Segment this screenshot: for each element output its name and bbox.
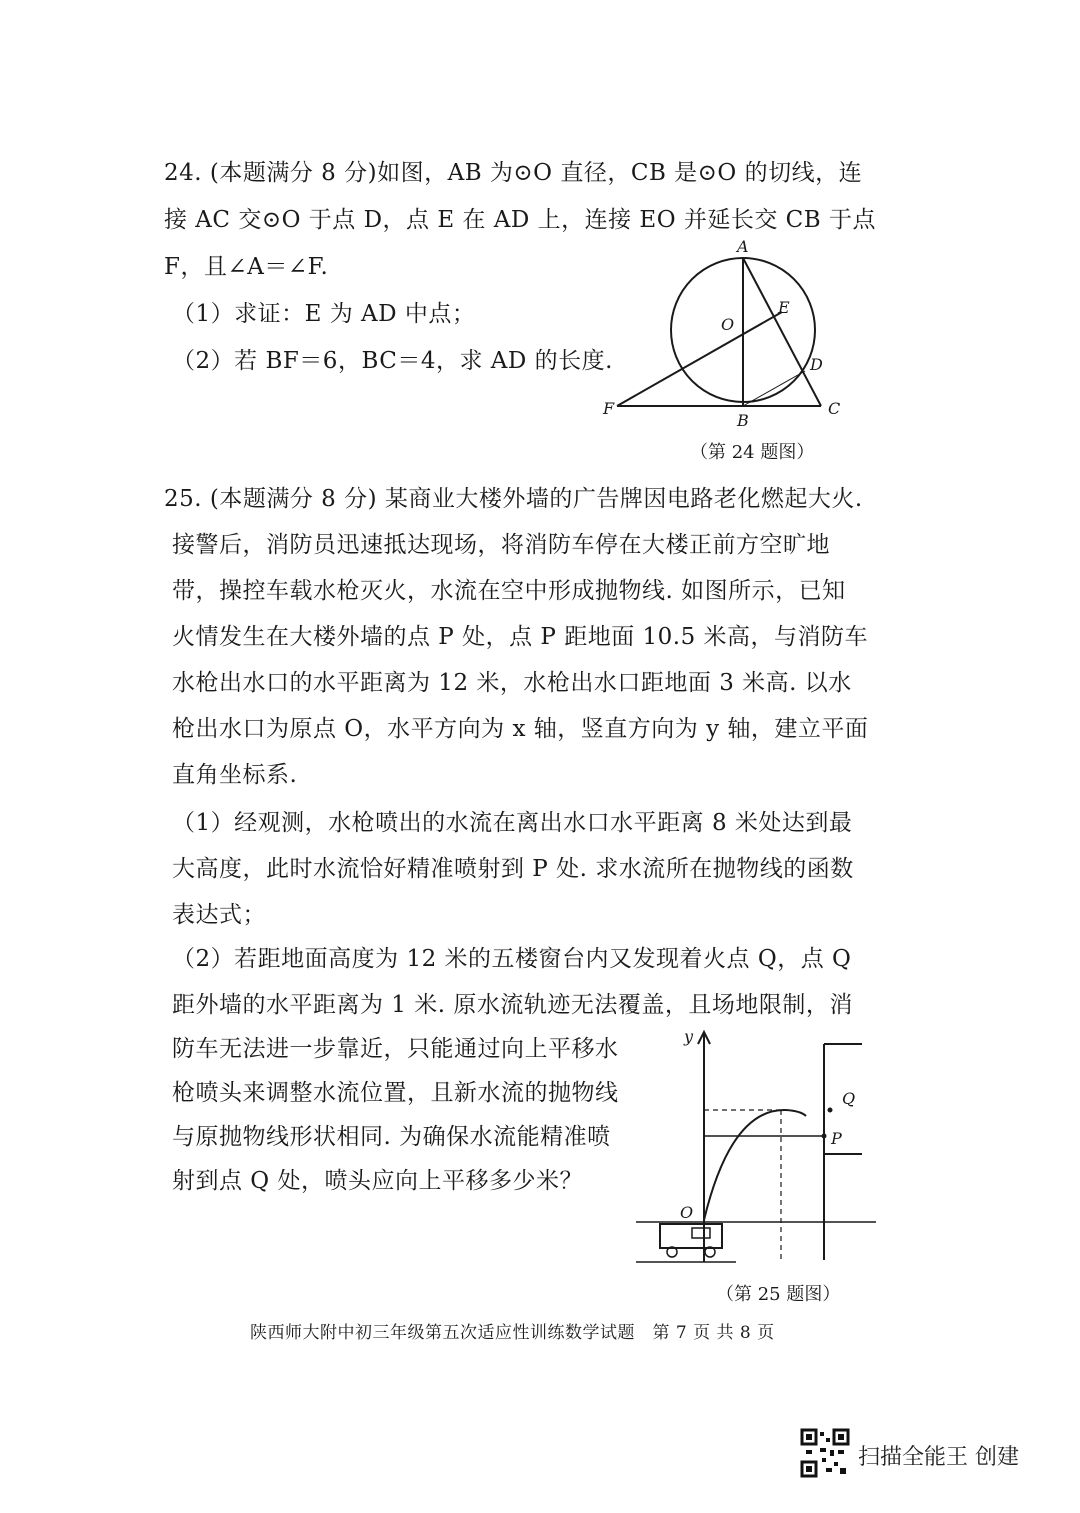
q25-part2-line-5: 与原抛物线形状相同. 为确保水流能精准喷: [172, 1124, 611, 1150]
q25-part2-line-4: 枪喷头来调整水流位置，且新水流的抛物线: [172, 1080, 619, 1106]
line-bd: [743, 371, 805, 406]
q25-line-2: 接警后，消防员迅速抵达现场，将消防车停在大楼正前方空旷地: [172, 532, 830, 558]
page-footer: 陕西师大附中初三年级第五次适应性训练数学试题 第 7 页 共 8 页: [250, 1323, 775, 1343]
q24-line-2: 接 AC 交⊙O 于点 D，点 E 在 AD 上，连接 EO 并延长交 CB 于点: [164, 207, 876, 233]
q25-part1-line-3: 表达式；: [172, 902, 266, 928]
q25-line-6: 枪出水口为原点 O，水平方向为 x 轴，竖直方向为 y 轴，建立平面: [172, 716, 869, 742]
q25-part1-line-2: 大高度，此时水流恰好精准喷射到 P 处. 求水流所在抛物线的函数: [172, 856, 854, 882]
fire-truck-body: [660, 1224, 722, 1248]
label-o: O: [721, 315, 735, 334]
q25-part2-line-3: 防车无法进一步靠近，只能通过向上平移水: [172, 1036, 619, 1062]
q24-line-3: F，且∠A＝∠F.: [164, 254, 329, 280]
label-p: P: [831, 1129, 842, 1148]
q25-figure-caption: （第 25 题图）: [716, 1284, 841, 1305]
q25-line-5: 水枪出水口的水平距离为 12 米，水枪出水口距地面 3 米高. 以水: [172, 670, 852, 696]
q24-figure: [595, 230, 865, 430]
label-o: O: [680, 1203, 694, 1222]
q25-figure: [636, 1022, 880, 1274]
q25-part2-line-6: 射到点 Q 处，喷头应向上平移多少米？: [172, 1168, 583, 1194]
q24-part-1: （1）求证：E 为 AD 中点；: [172, 301, 476, 327]
label-q: Q: [842, 1089, 856, 1108]
watermark-text: 扫描全能王 创建: [858, 1445, 1019, 1470]
q24-line-1: 24. (本题满分 8 分)如图，AB 为⊙O 直径，CB 是⊙O 的切线，连: [164, 160, 863, 186]
label-f: F: [603, 399, 615, 418]
qr-code-icon: [800, 1428, 850, 1478]
point-q: [828, 1108, 833, 1113]
q25-part2-line-1: （2）若距地面高度为 12 米的五楼窗台内又发现着火点 Q，点 Q: [172, 946, 852, 972]
label-e: E: [778, 298, 790, 317]
q25-line-4: 火情发生在大楼外墙的点 P 处，点 P 距地面 10.5 米高，与消防车: [172, 624, 869, 650]
q24-part-2: （2）若 BF＝6，BC＝4，求 AD 的长度.: [172, 348, 613, 374]
fire-truck-cab: [692, 1228, 710, 1238]
q25-line-1: 25. (本题满分 8 分) 某商业大楼外墙的广告牌因电路老化燃起大火.: [164, 486, 863, 512]
q25-part2-line-2: 距外墙的水平距离为 1 米. 原水流轨迹无法覆盖，且场地限制，消: [172, 992, 853, 1018]
label-a: A: [737, 237, 749, 256]
line-fe: [617, 312, 782, 406]
q25-part1-line-1: （1）经观测，水枪喷出的水流在离出水口水平距离 8 米处达到最: [172, 810, 853, 836]
point-p: [822, 1134, 827, 1139]
label-c: C: [828, 399, 841, 418]
label-b: B: [737, 411, 749, 430]
q25-line-3: 带，操控车载水枪灭火，水流在空中形成抛物线. 如图所示，已知: [172, 578, 846, 604]
q25-line-7: 直角坐标系.: [172, 762, 298, 788]
label-d: D: [810, 355, 823, 374]
q24-figure-caption: （第 24 题图）: [690, 442, 815, 463]
scanner-watermark: [800, 1428, 1040, 1480]
water-parabola: [704, 1110, 806, 1220]
label-y: y: [684, 1027, 694, 1046]
